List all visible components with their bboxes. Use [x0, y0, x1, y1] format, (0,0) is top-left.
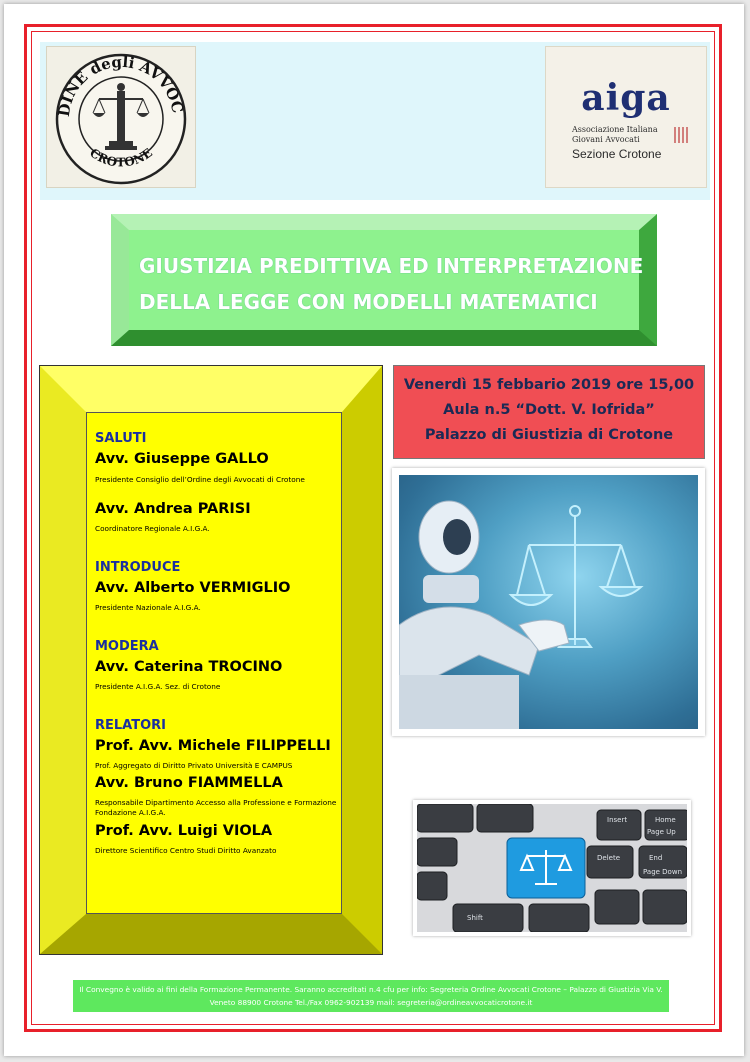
key-end-label: End — [649, 854, 663, 862]
key-insert-label: Insert — [607, 816, 628, 824]
aiga-section: Sezione Crotone — [572, 147, 662, 161]
event-details-box — [393, 365, 705, 459]
speaker-role: Presidente A.I.G.A. Sez. di Crotone — [95, 682, 221, 691]
robot-icon — [399, 475, 698, 729]
aiga-flag-icon — [674, 127, 688, 143]
key-page-up-label: Page Up — [647, 828, 676, 836]
keyboard-scene — [417, 804, 687, 932]
event-room: Aula n.5 “Dott. V. Iofrida” — [443, 402, 655, 418]
heading-introduce: INTRODUCE — [95, 560, 181, 575]
title-inner — [129, 230, 644, 330]
ordine-avvocati-logo — [46, 46, 196, 188]
speaker-name: Prof. Avv. Luigi VIOLA — [95, 823, 273, 839]
program-box — [40, 366, 382, 954]
speaker-role: Presidente Nazionale A.I.G.A. — [95, 603, 201, 612]
aiga-line-1: Associazione Italiana — [572, 125, 658, 134]
ordine-seal-icon — [47, 47, 195, 187]
heading-relatori: RELATORI — [95, 718, 166, 733]
title-line-2: DELLA LEGGE CON MODELLI MATEMATICI — [139, 290, 598, 314]
aiga-wordmark: aiga — [581, 77, 671, 119]
speaker-name: Avv. Giuseppe GALLO — [95, 451, 269, 467]
footer-info: Il Convegno è valido ai fini della Formazione Permanente. Saranno accreditati n.4 cfu per info: Segreteria Ordine Avvocati Crotone – Palazzo di Giustizia Via V. Veneto 88900 Crotone Tel./Fax 0962-902139 mail: segreteria@ordineavvocaticrotone.it — [73, 980, 669, 1012]
speaker-name: Avv. Alberto VERMIGLIO — [95, 580, 291, 596]
aiga-logo — [545, 46, 707, 188]
robot-scales-image — [392, 468, 705, 736]
key-shift-label: Shift — [467, 914, 483, 922]
speaker-name: Avv. Bruno FIAMMELLA — [95, 775, 283, 791]
keyboard-image — [413, 800, 691, 936]
speaker-name: Prof. Avv. Michele FILIPPELLI — [95, 738, 331, 754]
speaker-role: Coordinatore Regionale A.I.G.A. — [95, 524, 210, 533]
key-delete-label: Delete — [597, 854, 620, 862]
key-home-label: Home — [655, 816, 676, 824]
speaker-role: Responsabile Dipartimento Accesso alla Professione e Formazione Fondazione A.I.G.A. — [95, 798, 337, 817]
robot-scales-scene — [399, 475, 698, 729]
speaker-name: Avv. Andrea PARISI — [95, 501, 251, 517]
ordine-ring-text: DINE degli AVVOC — [54, 52, 187, 118]
heading-modera: MODERA — [95, 639, 159, 654]
title-box — [111, 214, 657, 346]
aiga-line-2: Giovani Avvocati — [572, 135, 640, 144]
speaker-role: Prof. Aggregato di Diritto Privato Università E CAMPUS — [95, 761, 293, 770]
title-line-1: GIUSTIZIA PREDITTIVA ED INTERPRETAZIONE — [139, 254, 644, 278]
event-date-time: Venerdì 15 febbario 2019 ore 15,00 — [403, 377, 695, 393]
speaker-role: Direttore Scientifico Centro Studi Diritto Avanzato — [95, 846, 277, 855]
event-venue: Palazzo di Giustizia di Crotone — [424, 427, 674, 443]
speaker-name: Avv. Caterina TROCINO — [95, 659, 283, 675]
heading-saluti: SALUTI — [95, 431, 147, 446]
ordine-city-text: CROTONE — [87, 145, 155, 170]
program-inner — [86, 412, 342, 914]
key-page-down-label: Page Down — [643, 868, 683, 876]
speaker-role: Presidente Consiglio dell’Ordine degli Avvocati di Crotone — [95, 475, 305, 484]
keyboard-icon — [417, 804, 687, 932]
